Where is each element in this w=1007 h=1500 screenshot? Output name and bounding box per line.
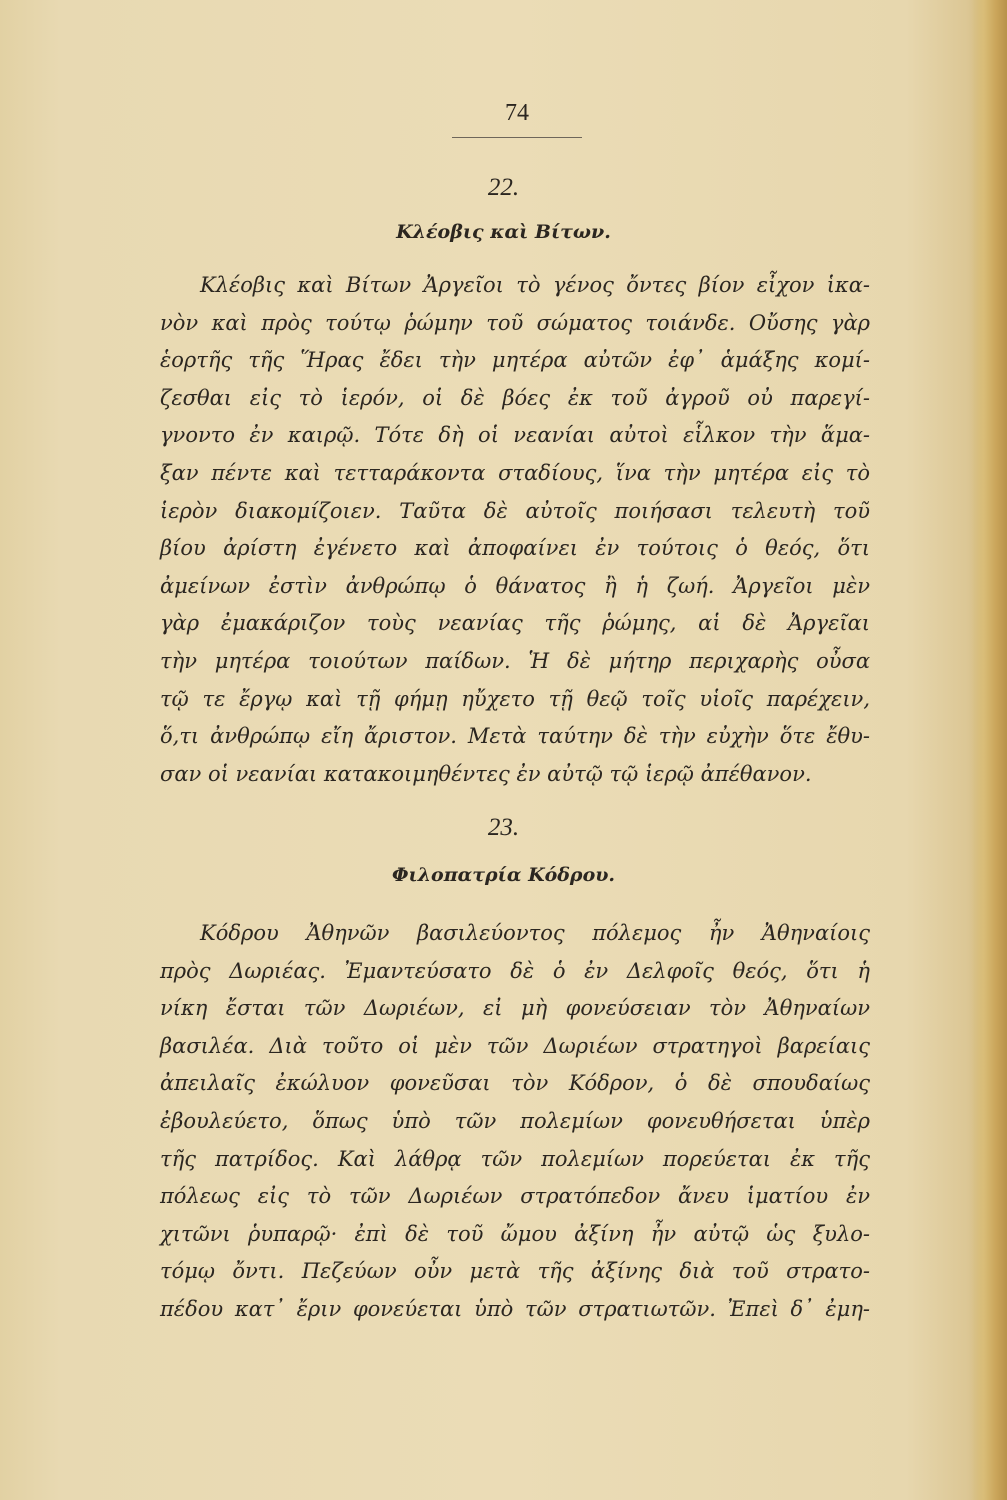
text-line: ἀπειλαῖς ἐκώλυον φονεῦσαι τὸν Κόδρον, ὁ δὲ σπουδαίως (160, 1071, 870, 1096)
text-line: ξαν πέντε καὶ τετταράκοντα σταδίους, ἵνα τὴν μητέρα εἰς τὸ (160, 460, 870, 485)
section-title: Φιλοπατρία Κόδρου. (391, 864, 616, 886)
text-line: βίου ἀρίστη ἐγένετο καὶ ἀποφαίνει ἐν τούτοις ὁ θεός, ὅτι (160, 536, 870, 561)
page-number: 74 (505, 100, 529, 126)
text-line: τῷ τε ἔργῳ καὶ τῇ φήμῃ ηὔχετο τῇ θεῷ τοῖς υἱοῖς παρέχειν, (160, 686, 870, 711)
text-line: ζεσθαι εἰς τὸ ἱερόν, οἱ δὲ βόες ἐκ τοῦ ἀγροῦ οὐ παρεγί- (160, 385, 870, 410)
text-line: ἐβουλεύετο, ὅπως ὑπὸ τῶν πολεμίων φονευθήσεται ὑπὲρ (160, 1108, 870, 1133)
text-line: ἀμείνων ἐστὶν ἀνθρώπῳ ὁ θάνατος ἢ ἡ ζωή. Ἀργεῖοι μὲν (160, 573, 870, 598)
header-rule (452, 137, 582, 138)
text-line: τῆς πατρίδος. Καὶ λάθρᾳ τῶν πολεμίων πορεύεται ἐκ τῆς (160, 1146, 870, 1171)
text-line: πρὸς Δωριέας. Ἐμαντεύσατο δὲ ὁ ἐν Δελφοῖς θεός, ὅτι ἡ (160, 958, 870, 983)
section-number: 23. (487, 814, 520, 841)
text-line: νίκη ἔσται τῶν Δωριέων, εἰ μὴ φονεύσειαν τὸν Ἀθηναίων (160, 996, 870, 1021)
text-line: Κόδρου Ἀθηνῶν βασιλεύοντος πόλεμος ἦν Ἀθηναίοις (200, 921, 870, 945)
section-body (160, 267, 870, 793)
text-line: ὅ,τι ἀνθρώπῳ εἴη ἄριστον. Μετὰ ταύτην δὲ τὴν εὐχὴν ὅτε ἔθυ- (160, 724, 870, 749)
text-line: γὰρ ἐμακάριζον τοὺς νεανίας τῆς ῥώμης, αἱ δὲ Ἀργεῖαι (160, 611, 870, 636)
text-line: τόμῳ ὄντι. Πεζεύων οὖν μετὰ τῆς ἀξίνης διὰ τοῦ στρατο- (160, 1259, 870, 1284)
text-line: πόλεως εἰς τὸ τῶν Δωριέων στρατόπεδον ἄνευ ἱματίου ἐν (160, 1184, 870, 1209)
text-line: ἑορτῆς τῆς Ἥρας ἔδει τὴν μητέρα αὐτῶν ἐφ᾽ ἁμάξης κομί- (160, 348, 870, 373)
text-line: γνοντο ἐν καιρῷ. Τότε δὴ οἱ νεανίαι αὐτοὶ εἷλκον τὴν ἅμα- (160, 423, 870, 448)
text-line: ἱερὸν διακομίζοιεν. Ταῦτα δὲ αὐτοῖς ποιήσασι τελευτὴ τοῦ (160, 498, 870, 523)
text-line: βασιλέα. Διὰ τοῦτο οἱ μὲν τῶν Δωριέων στρατηγοὶ βαρείαις (160, 1033, 870, 1058)
text-line: Κλέοβις καὶ Βίτων Ἀργεῖοι τὸ γένος ὄντες βίον εἶχον ἱκα- (200, 273, 870, 297)
section-body (160, 915, 870, 1329)
section-title: Κλέοβις καὶ Βίτων. (396, 221, 611, 243)
text-line: χιτῶνι ῥυπαρῷ· ἐπὶ δὲ τοῦ ὤμου ἀξίνη ἦν αὐτῷ ὡς ξυλο- (160, 1221, 870, 1246)
text-line: νὸν καὶ πρὸς τούτῳ ῥώμην τοῦ σώματος τοιάνδε. Οὔσης γὰρ (160, 310, 870, 335)
text-line: σαν οἱ νεανίαι κατακοιμηθέντες ἐν αὐτῷ τῷ ἱερῷ ἀπέθανον. (160, 761, 812, 786)
text-line: πέδου κατ᾽ ἔριν φονεύεται ὑπὸ τῶν στρατιωτῶν. Ἐπεὶ δ᾽ ἐμη- (160, 1296, 870, 1321)
text-line: τὴν μητέρα τοιούτων παίδων. Ἡ δὲ μήτηρ περιχαρὴς οὖσα (160, 648, 870, 673)
section-number: 22. (487, 174, 520, 201)
